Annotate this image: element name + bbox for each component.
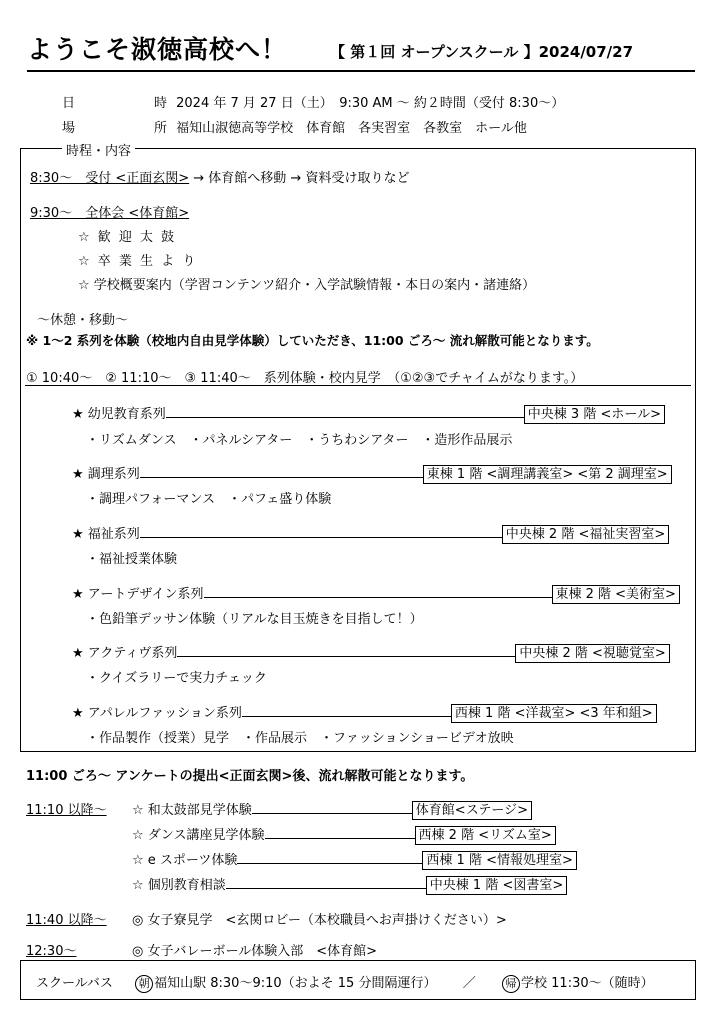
- activity-row: [132, 874, 567, 893]
- date-label: 日 時: [62, 96, 201, 111]
- course-details: ・福祉授業体験: [86, 552, 178, 567]
- assembly-item: ☆ 歓 迎 太 鼓: [78, 230, 177, 245]
- bus-go-text: 福知山駅 8:30〜9:10（およそ 15 分間隔運行）: [154, 976, 437, 991]
- course-location: 東棟 2 階 <美術室>: [552, 585, 680, 604]
- morning-mark-icon: 朝: [135, 975, 153, 993]
- activity-location: 中央棟 1 階 <図書室>: [426, 876, 567, 895]
- event-subtitle: 【 第１回 オープンスクール 】2024/07/27: [330, 43, 634, 61]
- break-text: 〜休憩・移動〜: [37, 313, 129, 328]
- activity-name: ☆ 和太鼓部見学体験: [132, 803, 252, 818]
- activity-location: 西棟 2 階 <リズム室>: [415, 826, 556, 845]
- volleyball-trial: ◎ 女子バレーボール体験入部 <体育館>: [132, 944, 378, 959]
- course-name: ★ 福祉系列: [72, 527, 140, 542]
- course-name: ★ 調理系列: [72, 467, 140, 482]
- course-details: ・調理パフォーマンス ・パフェ盛り体験: [86, 492, 332, 507]
- time-1110: 11:10 以降〜: [26, 803, 107, 818]
- course-row: [72, 702, 657, 721]
- bus-row: [36, 972, 654, 993]
- free-visit-note: ※ 1〜2 系列を体験（校地内自由見学体験）していただき、11:00 ごろ〜 流れ解散可能となります。: [26, 333, 599, 348]
- course-name: ★ アパレルファッション系列: [72, 706, 242, 721]
- bus-label: スクールバス: [36, 976, 113, 991]
- course-name: ★ アクティヴ系列: [72, 646, 178, 661]
- place-label: 場 所: [62, 121, 201, 136]
- course-row: [72, 463, 672, 482]
- course-row: [72, 583, 680, 602]
- course-row: [72, 523, 669, 542]
- activity-name: ☆ 個別教育相談: [132, 878, 226, 893]
- date-value: 2024 年 7 月 27 日（土） 9:30 AM 〜 約２時間（受付 8:30〜）: [176, 96, 565, 111]
- course-location: 西棟 1 階 <洋裁室> <3 年和組>: [451, 704, 657, 723]
- sessions-underline: [25, 385, 691, 386]
- title-underline: [27, 70, 695, 72]
- assembly-item: ☆ 卒 業 生 よ り: [78, 254, 198, 269]
- schedule-box-title: 時程・内容: [62, 140, 135, 159]
- date-row: [62, 92, 564, 111]
- bus-separator: ／: [462, 976, 476, 991]
- survey-note: 11:00 ごろ〜 アンケートの提出<正面玄関>後、流れ解散可能となります。: [26, 769, 474, 784]
- course-details: ・リズムダンス ・パネルシアター ・うちわシアター ・造形作品展示: [86, 433, 513, 448]
- assembly-item: ☆ 学校概要案内（学習コンテンツ紹介・入学試験情報・本日の案内・諸連絡）: [78, 278, 536, 293]
- course-details: ・クイズラリーで実力チェック: [86, 671, 267, 686]
- reception-after: → 体育館へ移動 → 資料受け取りなど: [189, 171, 410, 186]
- activity-row: [132, 849, 577, 868]
- activity-name: ☆ e スポーツ体験: [132, 853, 238, 868]
- time-1230: 12:30〜: [26, 944, 77, 959]
- assembly-heading: 9:30〜 全体会 <体育館>: [30, 206, 190, 221]
- reception-row: [30, 167, 409, 186]
- activity-row: [132, 799, 532, 818]
- activity-location: 体育館<ステージ>: [412, 801, 532, 820]
- course-location: 中央棟 2 階 <視聴覚室>: [515, 644, 669, 663]
- place-row: [62, 117, 527, 136]
- activity-name: ☆ ダンス講座見学体験: [132, 828, 265, 843]
- course-name: ★ アートデザイン系列: [72, 587, 204, 602]
- dorm-tour: ◎ 女子寮見学 <玄関ロビー（本校職員へお声掛けください）>: [132, 913, 507, 928]
- course-name: ★ 幼児教育系列: [72, 407, 166, 422]
- session-times: ① 10:40〜 ② 11:10〜 ③ 11:40〜 系列体験・校内見学 （①②③でチャイムがなります。）: [26, 371, 584, 386]
- course-details: ・作品製作（授業）見学 ・作品展示 ・ファッションショービデオ放映: [86, 731, 514, 746]
- bus-return-text: 学校 11:30〜（随時）: [521, 976, 654, 991]
- return-mark-icon: 帰: [502, 975, 520, 993]
- place-value: 福知山淑徳高等学校 体育館 各実習室 各教室 ホール他: [176, 121, 527, 136]
- course-details: ・色鉛筆デッサン体験（リアルな目玉焼きを目指して！）: [86, 612, 423, 627]
- page-title: ようこそ淑徳高校へ！: [27, 35, 288, 64]
- course-location: 東棟 1 階 <調理講義室> <第 2 調理室>: [423, 465, 672, 484]
- course-location: 中央棟 2 階 <福祉実習室>: [502, 525, 669, 544]
- reception-time: 8:30〜 受付 <正面玄関>: [30, 171, 190, 186]
- course-location: 中央棟 3 階 <ホール>: [524, 405, 665, 424]
- time-1140: 11:40 以降〜: [26, 913, 107, 928]
- course-row: [72, 642, 670, 661]
- activity-location: 西棟 1 階 <情報処理室>: [422, 851, 576, 870]
- activity-row: [132, 824, 556, 843]
- course-row: [72, 403, 665, 422]
